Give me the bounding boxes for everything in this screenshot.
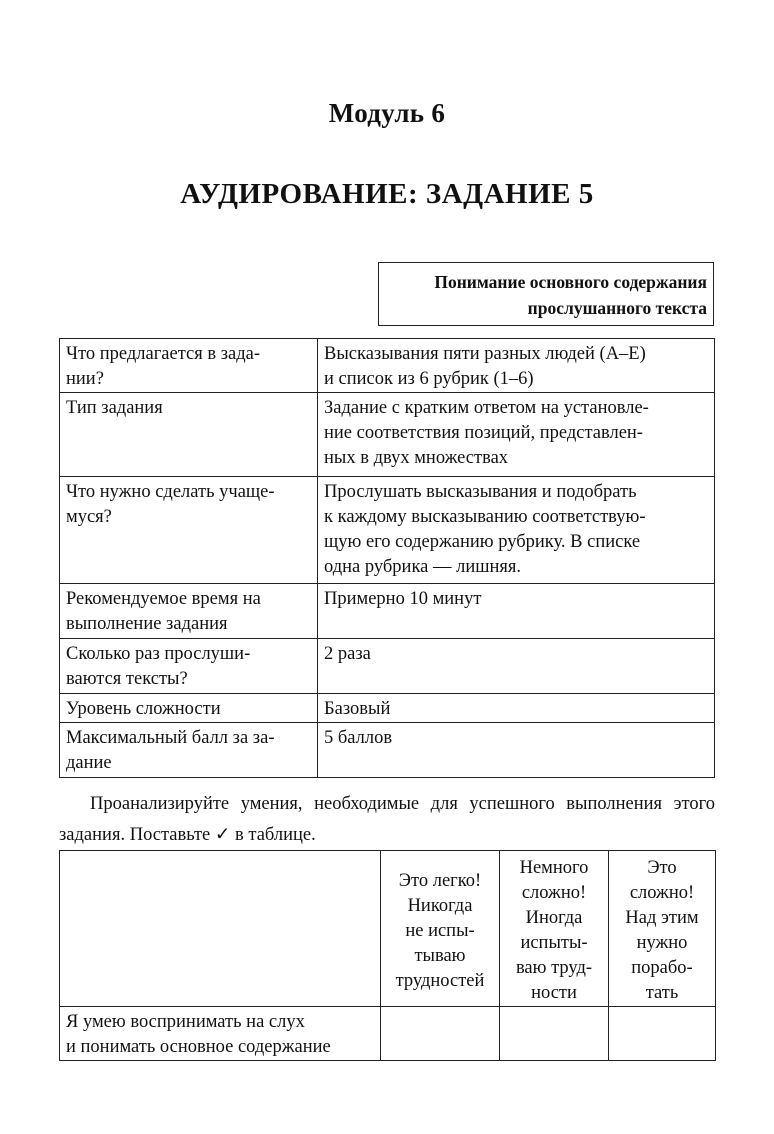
header-line: Над этим — [625, 908, 699, 928]
info-question-line: дание — [66, 753, 112, 773]
info-question-cell — [60, 723, 318, 778]
info-question-cell — [60, 339, 318, 393]
info-question-cell — [60, 477, 318, 584]
info-question-line: нии? — [66, 369, 104, 389]
header-line: тываю — [414, 946, 466, 966]
skill-description-line: и понимать основное содержание — [66, 1037, 331, 1057]
info-answer-line: к каждому высказыванию соответствую- — [324, 507, 646, 527]
info-answer-cell — [318, 339, 715, 393]
info-question-line: Максимальный балл за за- — [66, 728, 275, 748]
skill-subtitle-box — [378, 262, 714, 326]
module-title: Модуль 6 — [328, 98, 446, 128]
header-line: сложно! — [629, 883, 695, 903]
subtitle-line: Понимание основного содержания — [434, 272, 707, 292]
info-answer-cell — [318, 584, 715, 639]
check-cell-easy[interactable] — [381, 1007, 500, 1061]
info-question-line: Тип задания — [66, 398, 163, 418]
header-line: Это легко! — [398, 871, 482, 891]
info-question-line: Сколько раз прослуши- — [66, 644, 251, 664]
subtitle-line: прослушанного текста — [527, 298, 707, 318]
section-title: АУДИРОВАНИЕ: ЗАДАНИЕ 5 — [180, 178, 594, 210]
header-easy — [381, 851, 500, 1007]
info-question-line: муся? — [66, 507, 112, 527]
header-line: тать — [645, 983, 679, 1003]
skill-row — [60, 1007, 716, 1061]
info-question-cell — [60, 694, 318, 723]
info-answer-line: Задание с кратким ответом на установле- — [324, 398, 649, 418]
info-question-line: Что нужно сделать учаще- — [66, 482, 275, 502]
info-answer-line: 5 баллов — [324, 728, 393, 748]
header-line: трудностей — [395, 971, 485, 991]
info-row — [60, 339, 715, 393]
skill-description-cell — [60, 1007, 381, 1061]
info-answer-line: Базовый — [324, 699, 391, 719]
header-line: Это — [647, 858, 677, 878]
skills-header-row — [60, 851, 716, 1007]
info-question-line: Уровень сложности — [66, 699, 221, 719]
header-line: Иногда — [525, 908, 583, 928]
info-question-line: Что предлагается в зада- — [66, 344, 261, 364]
info-answer-cell — [318, 694, 715, 723]
info-answer-line: Примерно 10 минут — [324, 589, 482, 609]
header-line: нужно — [636, 933, 688, 953]
info-answer-line: 2 раза — [324, 644, 371, 664]
info-row — [60, 477, 715, 584]
header-line: испыты- — [520, 933, 588, 953]
info-answer-line: и список из 6 рубрик (1–6) — [324, 369, 534, 389]
header-line: ности — [531, 983, 577, 1003]
info-row — [60, 393, 715, 477]
info-question-line: ваются тексты? — [66, 669, 188, 689]
info-row — [60, 723, 715, 778]
info-question-line: Рекомендуемое время на — [66, 589, 261, 609]
info-answer-line: Высказывания пяти разных людей (А–Е) — [324, 344, 646, 364]
header-somewhat-difficult — [500, 851, 609, 1007]
header-line: Никогда — [407, 896, 473, 916]
info-question-line: выполнение задания — [66, 614, 228, 634]
info-question-cell — [60, 584, 318, 639]
info-answer-cell — [318, 477, 715, 584]
check-cell-difficult[interactable] — [609, 1007, 716, 1061]
info-row — [60, 639, 715, 694]
info-row — [60, 694, 715, 723]
instruction-text: Проанализируйте умения, необходимые для успешного выполнения этого задания. Поставьте ✓ в таблице. — [59, 794, 715, 845]
info-answer-line: одна рубрика — лишняя. — [324, 557, 522, 577]
check-cell-somewhat-difficult[interactable] — [500, 1007, 609, 1061]
info-row — [60, 584, 715, 639]
header-line: сложно! — [521, 883, 587, 903]
skill-description-line: Я умею воспринимать на слух — [66, 1012, 305, 1032]
info-answer-line: ние соответствия позиций, представлен- — [324, 423, 643, 443]
info-answer-line: Прослушать высказывания и подобрать — [324, 482, 637, 502]
header-line: порабо- — [631, 958, 693, 978]
info-question-cell — [60, 393, 318, 477]
header-difficult — [609, 851, 716, 1007]
header-line: ваю труд- — [515, 958, 593, 978]
info-answer-cell — [318, 723, 715, 778]
skills-header-empty — [60, 851, 381, 1007]
info-answer-line: щую его содержанию рубрику. В списке — [324, 532, 641, 552]
header-line: Немного — [519, 858, 589, 878]
info-answer-cell — [318, 639, 715, 694]
info-answer-line: ных в двух множествах — [324, 448, 509, 468]
task-info-table — [59, 338, 715, 778]
header-line: не испы- — [405, 921, 475, 941]
info-question-cell — [60, 639, 318, 694]
info-answer-cell — [318, 393, 715, 477]
skills-assessment-table — [59, 850, 716, 1061]
